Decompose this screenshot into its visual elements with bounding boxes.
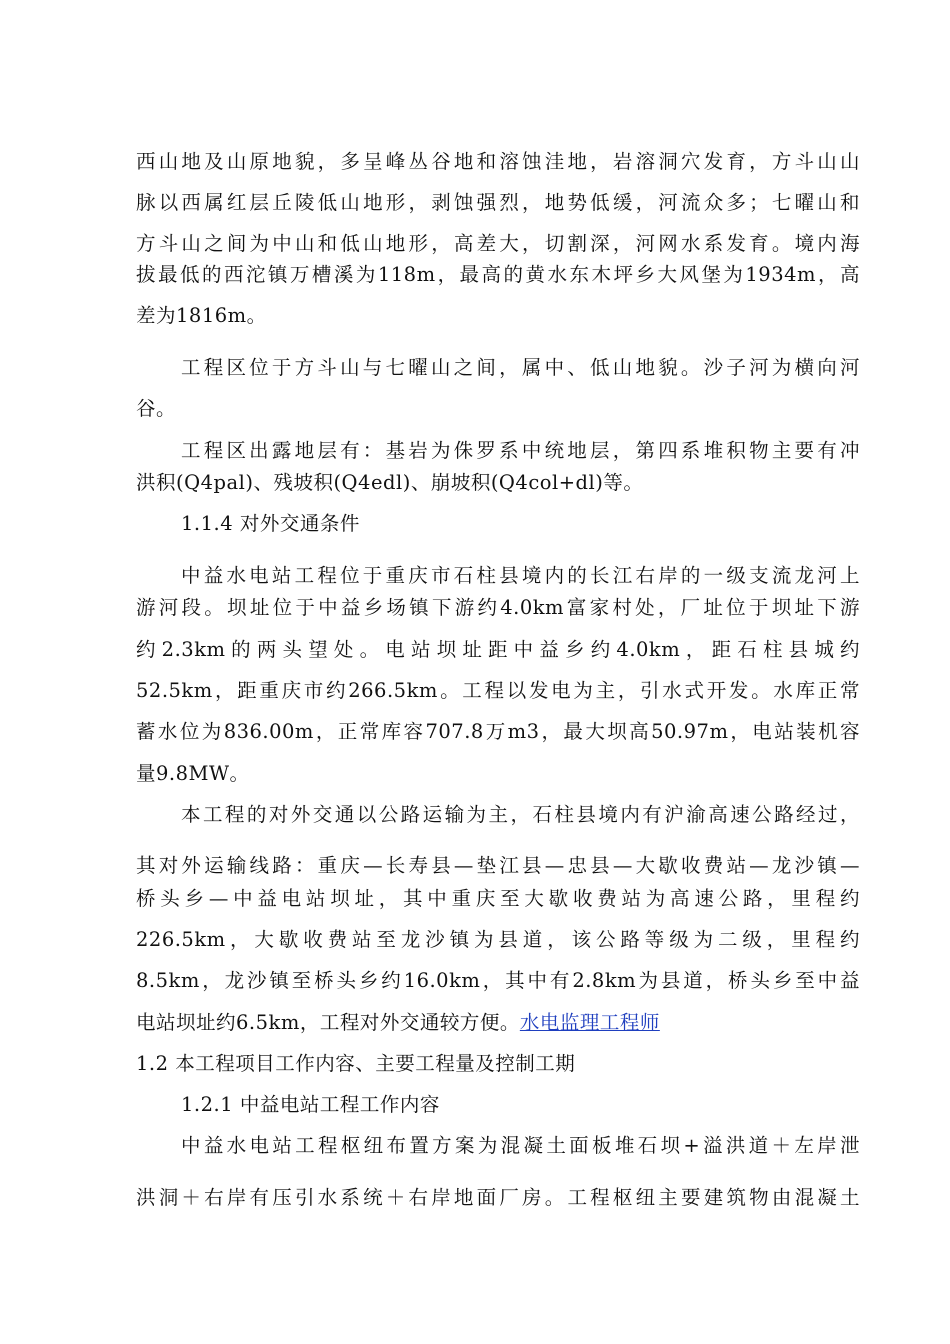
- text-line: 差为1816m。: [136, 304, 267, 327]
- text-line: 中益水电站工程位于重庆市石柱县境内的长江右岸的一级支流龙河上: [181, 564, 860, 587]
- text-line: 游河段。坝址位于中益乡场镇下游约4.0km富家村处，厂址位于坝址下游: [136, 596, 860, 619]
- text-line: 本工程的对外交通以公路运输为主，石柱县境内有沪渝高速公路经过，: [181, 803, 860, 826]
- section-heading: 1.2 本工程项目工作内容、主要工程量及控制工期: [136, 1052, 576, 1075]
- text-line: 其对外运输线路：重庆—长寿县—垫江县—忠县—大歇收费站—龙沙镇—: [136, 854, 860, 877]
- text-line: 洪积(Q4pal)、残坡积(Q4edl)、崩坡积(Q4col+dl)等。: [136, 471, 644, 494]
- text-line: 工程区出露地层有：基岩为侏罗系中统地层，第四系堆积物主要有冲: [181, 439, 860, 462]
- text-line: 洪洞＋右岸有压引水系统＋右岸地面厂房。工程枢纽主要建筑物由混凝土: [136, 1186, 860, 1209]
- text-line: 52.5km，距重庆市约266.5km。工程以发电为主，引水式开发。水库正常: [136, 679, 860, 702]
- text-line: 脉以西属红层丘陵低山地形，剥蚀强烈，地势低缓，河流众多；七曜山和: [136, 191, 860, 214]
- text-line-content: 电站坝址约6.5km，工程对外交通较方便。: [136, 1011, 520, 1034]
- text-line: 中益水电站工程枢纽布置方案为混凝土面板堆石坝+溢洪道＋左岸泄: [181, 1134, 860, 1157]
- text-line: 蓄水位为836.00m，正常库容707.8万m3，最大坝高50.97m，电站装机容: [136, 720, 860, 743]
- text-line: 拔最低的西沱镇万槽溪为118m，最高的黄水东木坪乡大风堡为1934m，高: [136, 263, 860, 286]
- section-heading: 1.1.4 对外交通条件: [181, 512, 360, 535]
- watermark-link[interactable]: 水电监理工程师: [519, 1011, 660, 1034]
- text-line: 约2.3km的两头望处。电站坝址距中益乡约4.0km，距石柱县城约: [136, 638, 860, 661]
- text-line: 桥头乡—中益电站坝址，其中重庆至大歇收费站为高速公路，里程约: [136, 887, 860, 910]
- text-line: 西山地及山原地貌，多呈峰丛谷地和溶蚀洼地，岩溶洞穴发育，方斗山山: [136, 150, 860, 173]
- section-heading: 1.2.1 中益电站工程工作内容: [181, 1093, 440, 1116]
- text-line: 8.5km，龙沙镇至桥头乡约16.0km，其中有2.8km为县道，桥头乡至中益: [136, 969, 860, 992]
- text-line: 226.5km，大歇收费站至龙沙镇为县道，该公路等级为二级，里程约: [136, 928, 860, 951]
- text-line: 方斗山之间为中山和低山地形，高差大，切割深，河网水系发育。境内海: [136, 232, 860, 255]
- text-line: 工程区位于方斗山与七曜山之间，属中、低山地貌。沙子河为横向河: [181, 356, 860, 379]
- text-line: 量9.8MW。: [136, 762, 250, 785]
- text-line: [136, 1010, 860, 1036]
- text-line: 谷。: [136, 397, 177, 420]
